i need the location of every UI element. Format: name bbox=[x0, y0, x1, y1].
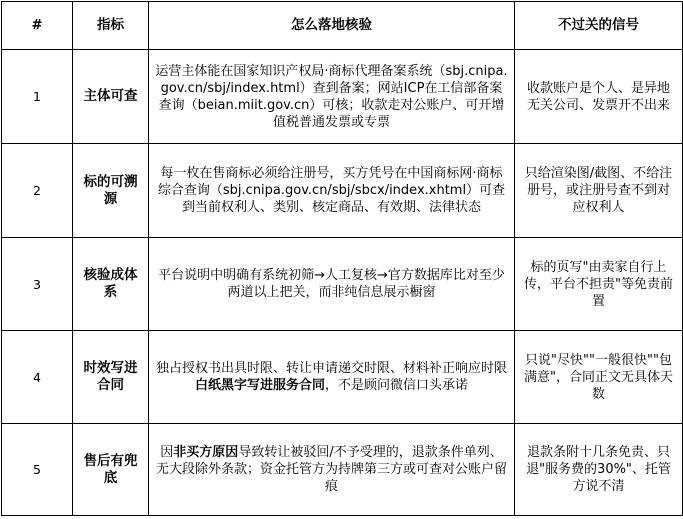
check-text: 导致转让被驳回/不予受理的，退款条件单列、无大段除外条款；资金托管方为持牌第三方或可查对公账户留痕 bbox=[155, 445, 507, 494]
check-text: 每一枚在售商标必须给注册号，买方凭号在中国商标网·商标综合查询（sbj.cnipa.gov.cn/sbj/sbcx/index.xhtml）可查到当前权利人、类别、核定商品、有效期、法律状态 bbox=[157, 166, 506, 215]
row-check bbox=[149, 331, 515, 424]
row-signal: 只说"尽快""一般很快""包满意"，合同正文无具体天数 bbox=[515, 331, 683, 424]
row-number: 4 bbox=[2, 331, 73, 424]
row-signal: 标的页写"由卖家自行上传，平台不担责"等免责前置 bbox=[515, 238, 683, 331]
table-row bbox=[2, 424, 683, 516]
row-check bbox=[149, 144, 515, 238]
header-failure-signal: 不过关的信号 bbox=[515, 2, 683, 50]
row-indicator: 售后有兜底 bbox=[73, 424, 149, 516]
verification-table bbox=[1, 1, 683, 516]
header-how-to-verify: 怎么落地核验 bbox=[149, 2, 515, 50]
check-text: 独占授权书出具时限、转让申请递交时限、材料补正响应时限 bbox=[155, 361, 507, 376]
header-indicator: 指标 bbox=[73, 2, 149, 50]
check-text: ，不是顾问微信口头承诺 bbox=[325, 378, 469, 393]
row-check bbox=[149, 424, 515, 516]
header-number: # bbox=[2, 2, 73, 50]
row-signal: 退款条附十几条免责、只退"服务费的30%"、托管方说不清 bbox=[515, 424, 683, 516]
header-row bbox=[2, 2, 683, 50]
check-text: 因 bbox=[160, 445, 174, 460]
check-text: 运营主体能在国家知识产权局·商标代理备案系统（sbj.cnipa.gov.cn/sbj/index.html）查到备案；网站ICP在工信部备案查询（beian.miit.gov.cn）可核；收款走对公账户、可开增值税普通发票或专票 bbox=[155, 63, 508, 130]
row-indicator: 核验成体系 bbox=[73, 238, 149, 331]
row-signal: 收款账户是个人、是异地无关公司、发票开不出来 bbox=[515, 50, 683, 144]
row-number: 2 bbox=[2, 144, 73, 238]
table-row bbox=[2, 238, 683, 331]
check-text: 平台说明中明确有系统初筛→人工复核→官方数据库比对至少两道以上把关，而非纯信息展示橱窗 bbox=[158, 268, 505, 300]
row-indicator: 时效写进合同 bbox=[73, 331, 149, 424]
row-indicator: 标的可溯源 bbox=[73, 144, 149, 238]
row-number: 1 bbox=[2, 50, 73, 144]
row-check bbox=[149, 50, 515, 144]
emphasis-text: 白纸黑字写进服务合同 bbox=[194, 378, 325, 393]
row-signal: 只给渲染图/截图、不给注册号，或注册号查不到对应权利人 bbox=[515, 144, 683, 238]
table-row bbox=[2, 331, 683, 424]
row-check bbox=[149, 238, 515, 331]
emphasis-text: 非买方原因 bbox=[173, 445, 239, 460]
table-row bbox=[2, 50, 683, 144]
row-number: 3 bbox=[2, 238, 73, 331]
table-row bbox=[2, 144, 683, 238]
row-number: 5 bbox=[2, 424, 73, 516]
row-indicator: 主体可查 bbox=[73, 50, 149, 144]
